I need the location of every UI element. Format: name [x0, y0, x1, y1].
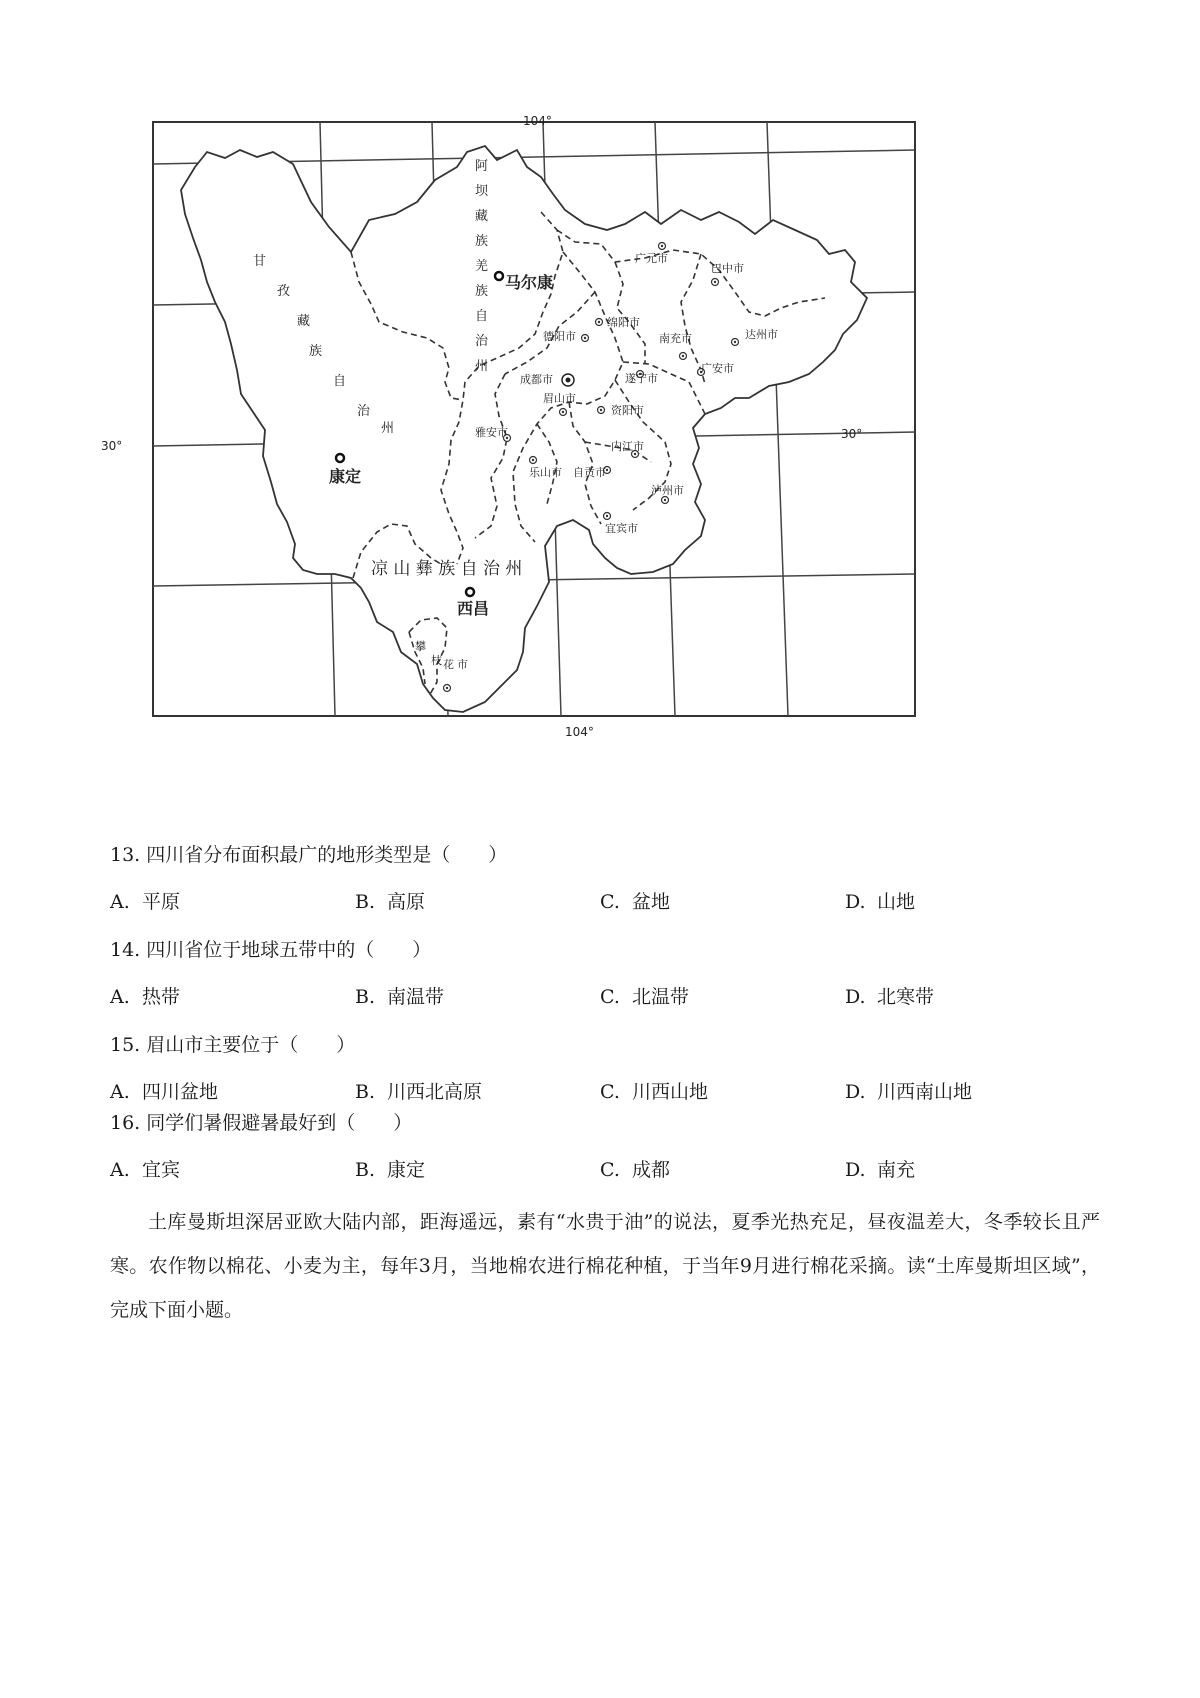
- svg-text:族: 族: [475, 234, 489, 249]
- svg-text:马尔康: 马尔康: [505, 273, 554, 292]
- question-16: [110, 1108, 1090, 1198]
- chengdu-marker: [520, 372, 574, 386]
- svg-text:遂宁市: 遂宁市: [625, 372, 658, 385]
- option-b[interactable]: B. 川西北高原: [355, 1081, 483, 1103]
- sichuan-map-figure: [101, 112, 925, 828]
- svg-text:巴中市: 巴中市: [711, 262, 744, 275]
- question-stem: 14. 四川省位于地球五带中的（ ）: [110, 939, 432, 961]
- svg-text:达州市: 达州市: [745, 328, 778, 341]
- svg-text:资阳市: 资阳市: [611, 404, 644, 417]
- svg-text:市: 市: [457, 658, 468, 671]
- svg-text:内江市: 内江市: [611, 440, 644, 453]
- option-b[interactable]: B. 康定: [355, 1159, 426, 1181]
- svg-text:乐山市: 乐山市: [529, 466, 562, 479]
- svg-text:族: 族: [475, 284, 489, 299]
- option-c[interactable]: C. 北温带: [600, 986, 690, 1008]
- svg-text:州: 州: [475, 359, 489, 374]
- svg-text:康定: 康定: [329, 467, 362, 486]
- option-b[interactable]: B. 高原: [355, 891, 426, 913]
- svg-text:雅安市: 雅安市: [475, 426, 508, 439]
- aba-label: [475, 159, 489, 374]
- svg-text:自: 自: [475, 309, 489, 324]
- question-stem: 13. 四川省分布面积最广的地形类型是（ ）: [110, 844, 508, 866]
- svg-text:治: 治: [475, 334, 489, 349]
- option-a[interactable]: A. 四川盆地: [110, 1081, 219, 1103]
- svg-text:攀: 攀: [415, 640, 426, 653]
- svg-text:绵阳市: 绵阳市: [607, 316, 640, 329]
- question-stem: 16. 同学们暑假避暑最好到（ ）: [110, 1112, 413, 1134]
- option-c[interactable]: C. 成都: [600, 1159, 671, 1181]
- svg-text:西昌: 西昌: [457, 599, 490, 618]
- label-30-right: 30°: [841, 427, 863, 441]
- option-d[interactable]: D. 北寒带: [845, 986, 935, 1008]
- city-suining: [625, 371, 658, 386]
- label-104-bottom: 104°: [565, 725, 594, 739]
- svg-text:德阳市: 德阳市: [543, 330, 576, 343]
- svg-text:宜宾市: 宜宾市: [605, 522, 638, 535]
- option-a[interactable]: A. 热带: [110, 986, 181, 1008]
- province-outline: [181, 146, 867, 712]
- option-d[interactable]: D. 山地: [845, 891, 916, 913]
- svg-text:自: 自: [333, 374, 347, 389]
- svg-text:眉山市: 眉山市: [543, 392, 576, 405]
- svg-text:广安市: 广安市: [701, 362, 734, 375]
- liangshan-label: 凉 山 彝 族 自 治 州: [371, 559, 523, 579]
- question-14: [110, 935, 1090, 1025]
- svg-text:坝: 坝: [475, 184, 489, 199]
- svg-text:花: 花: [443, 658, 454, 671]
- svg-text:孜: 孜: [277, 284, 291, 299]
- city-guangan: [698, 361, 735, 376]
- sichuan-map-svg: [101, 112, 925, 828]
- svg-text:治: 治: [357, 404, 371, 419]
- question-stem: 15. 眉山市主要位于（ ）: [110, 1034, 356, 1056]
- question-13: [110, 840, 1090, 930]
- svg-text:藏: 藏: [297, 314, 311, 329]
- option-c[interactable]: C. 川西山地: [600, 1081, 709, 1103]
- option-a[interactable]: A. 宜宾: [110, 1159, 181, 1181]
- option-d[interactable]: D. 南充: [845, 1159, 916, 1181]
- question-15: [110, 1030, 1090, 1120]
- svg-text:自贡市: 自贡市: [573, 466, 606, 479]
- svg-text:甘: 甘: [253, 254, 267, 269]
- svg-text:成都市: 成都市: [520, 373, 553, 386]
- svg-text:藏: 藏: [475, 209, 489, 224]
- label-104-top: 104°: [523, 113, 552, 128]
- svg-text:族: 族: [309, 344, 323, 359]
- city-zigong: [573, 466, 611, 479]
- reading-passage: 土库曼斯坦深居亚欧大陆内部，距海遥远，素有“水贵于油”的说法，夏季光热充足，昼夜温差大，冬季较长且严寒。农作物以棉花、小麦为主，每年3月，当地棉农进行棉花种植，于当年9月进行棉花采摘。读“土库曼斯坦区域”，完成下面小题。: [110, 1211, 1100, 1321]
- svg-text:州: 州: [381, 421, 395, 436]
- svg-text:枝: 枝: [431, 654, 442, 667]
- svg-text:泸州市: 泸州市: [651, 484, 684, 497]
- svg-text:南充市: 南充市: [659, 332, 692, 345]
- svg-text:广元市: 广元市: [635, 252, 668, 265]
- svg-text:羌: 羌: [475, 259, 489, 274]
- option-d[interactable]: D. 川西南山地: [845, 1081, 973, 1103]
- label-30-left: 30°: [101, 439, 123, 453]
- option-c[interactable]: C. 盆地: [600, 891, 671, 913]
- option-a[interactable]: A. 平原: [110, 891, 181, 913]
- svg-text:阿: 阿: [475, 159, 489, 174]
- option-b[interactable]: B. 南温带: [355, 986, 445, 1008]
